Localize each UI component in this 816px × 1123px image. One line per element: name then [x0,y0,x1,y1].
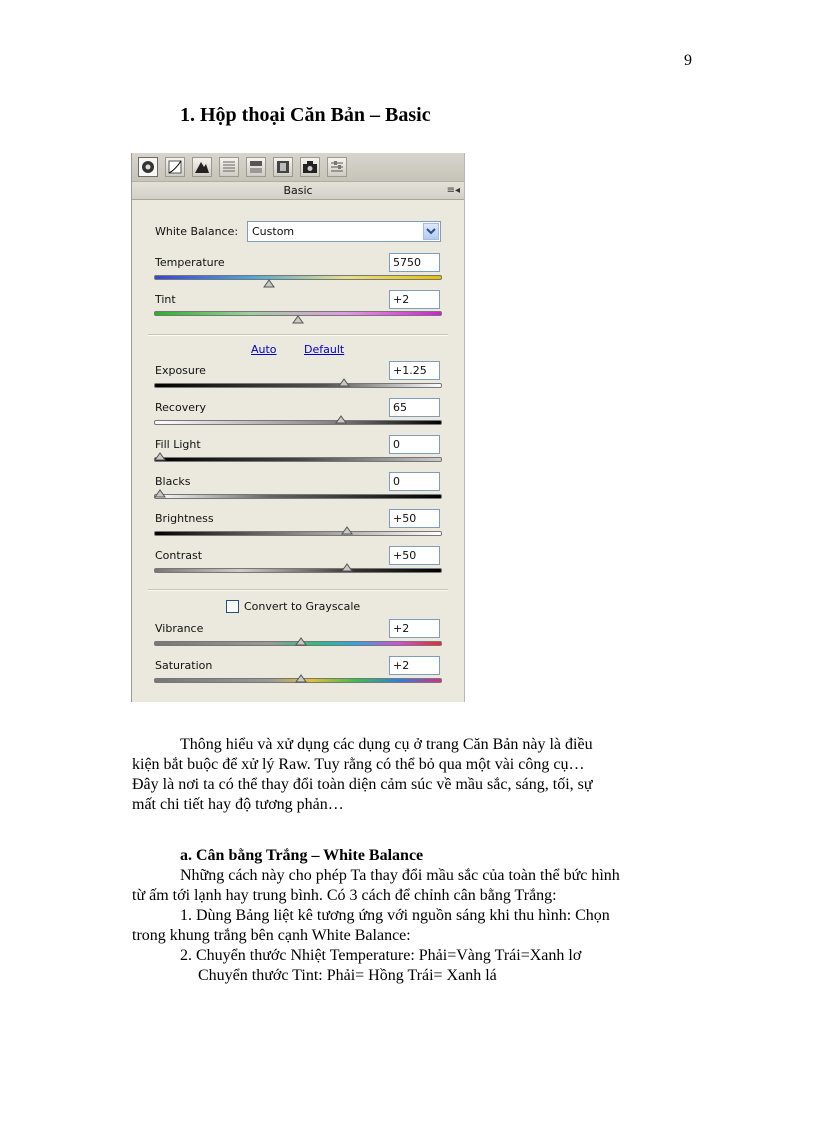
fill-light-slider-thumb[interactable] [154,452,166,461]
brightness-label: Brightness [155,512,214,525]
chevron-down-icon[interactable] [423,223,439,240]
recovery-label: Recovery [155,401,207,414]
paragraph-1-line: mất chi tiết hay độ tương phản… [132,796,344,813]
section-a-line: từ ấm tới lạnh hay trung bình. Có 3 cách để chỉnh cân bằng Trắng: [132,887,557,904]
section-a-heading: a. Cân bằng Trắng – White Balance [180,847,424,864]
section-a-line: Những cách này cho phép Ta thay đổi mầu sắc của toàn thể bức hình [180,867,620,884]
brightness-input[interactable]: +50 [389,509,440,528]
temperature-slider-thumb[interactable] [263,279,275,288]
exposure-slider-track[interactable] [154,383,442,388]
contrast-input[interactable]: +50 [389,546,440,565]
contrast-slider-track[interactable] [154,568,442,573]
page-heading: 1. Hộp thoại Căn Bản – Basic [180,104,431,126]
exposure-input[interactable]: +1.25 [389,361,440,380]
brightness-slider-thumb[interactable] [341,526,353,535]
presets-tab-icon[interactable] [327,157,347,177]
exposure-slider-thumb[interactable] [338,378,350,387]
hsl-tab-icon[interactable] [219,157,239,177]
paragraph-1-line: Thông hiểu và xử dụng các dụng cụ ở trang Căn Bản này là điều [180,736,593,753]
panel-menu-icon[interactable]: ≡◂ [446,185,460,196]
lens-corrections-tab-icon[interactable] [273,157,293,177]
exposure-label: Exposure [155,364,206,377]
panel-header [132,181,464,200]
temperature-input[interactable]: 5750 [389,253,440,272]
saturation-label: Saturation [155,659,213,672]
saturation-slider-thumb[interactable] [295,674,307,683]
page-number: 9 [684,52,692,69]
paragraph-1-line: Đây là nơi ta có thể thay đổi toàn diện cảm súc về mầu sắc, sáng, tối, sự [132,776,593,793]
fill-light-input[interactable]: 0 [389,435,440,454]
split-toning-tab-icon[interactable] [246,157,266,177]
section-a-line: 1. Dùng Bảng liệt kê tương ứng với nguồn sáng khi thu hình: Chọn [180,907,610,924]
section-a-line: 2. Chuyển thước Nhiệt Temperature: Phải=Vàng Trái=Xanh lơ [180,947,582,964]
recovery-input[interactable]: 65 [389,398,440,417]
detail-tab-icon[interactable] [192,157,212,177]
vibrance-input[interactable]: +2 [389,619,440,638]
blacks-input[interactable]: 0 [389,472,440,491]
blacks-slider-thumb[interactable] [154,489,166,498]
tone-curve-tab-icon[interactable] [165,157,185,177]
temperature-slider-track[interactable] [154,275,442,280]
recovery-slider-thumb[interactable] [335,415,347,424]
recovery-slider-track[interactable] [154,420,442,425]
camera-raw-basic-panel [131,153,465,702]
saturation-input[interactable]: +2 [389,656,440,675]
temperature-label: Temperature [155,256,225,269]
panel-toolbar [132,153,464,181]
white-balance-select[interactable] [247,221,441,242]
tint-slider-thumb[interactable] [292,315,304,324]
convert-to-grayscale-label[interactable]: Convert to Grayscale [244,600,361,613]
fill-light-slider-track[interactable] [154,457,442,462]
blacks-slider-track[interactable] [154,494,442,499]
vibrance-slider-thumb[interactable] [295,637,307,646]
blacks-label: Blacks [155,475,191,488]
basic-tab-icon[interactable] [138,157,158,177]
default-link[interactable]: Default [304,343,345,356]
convert-to-grayscale-checkbox[interactable] [226,600,239,613]
divider [148,334,448,336]
auto-link[interactable]: Auto [251,343,277,356]
white-balance-value: Custom [252,225,295,238]
paragraph-1-line: kiện bắt buộc để xử lý Raw. Tuy rằng có thể bỏ qua một vài công cụ… [132,756,585,773]
white-balance-label: White Balance: [155,225,239,238]
contrast-label: Contrast [155,549,203,562]
panel-title: Basic [283,184,313,197]
camera-calibration-tab-icon[interactable] [300,157,320,177]
tint-input[interactable]: +2 [389,290,440,309]
section-a-line: Chuyển thước Tint: Phải= Hồng Trái= Xanh lá [198,967,497,984]
vibrance-label: Vibrance [155,622,204,635]
contrast-slider-thumb[interactable] [341,563,353,572]
fill-light-label: Fill Light [155,438,201,451]
brightness-slider-track[interactable] [154,531,442,536]
tint-label: Tint [155,293,176,306]
divider [148,589,448,591]
section-a-line: trong khung trắng bên cạnh White Balance: [132,927,411,944]
